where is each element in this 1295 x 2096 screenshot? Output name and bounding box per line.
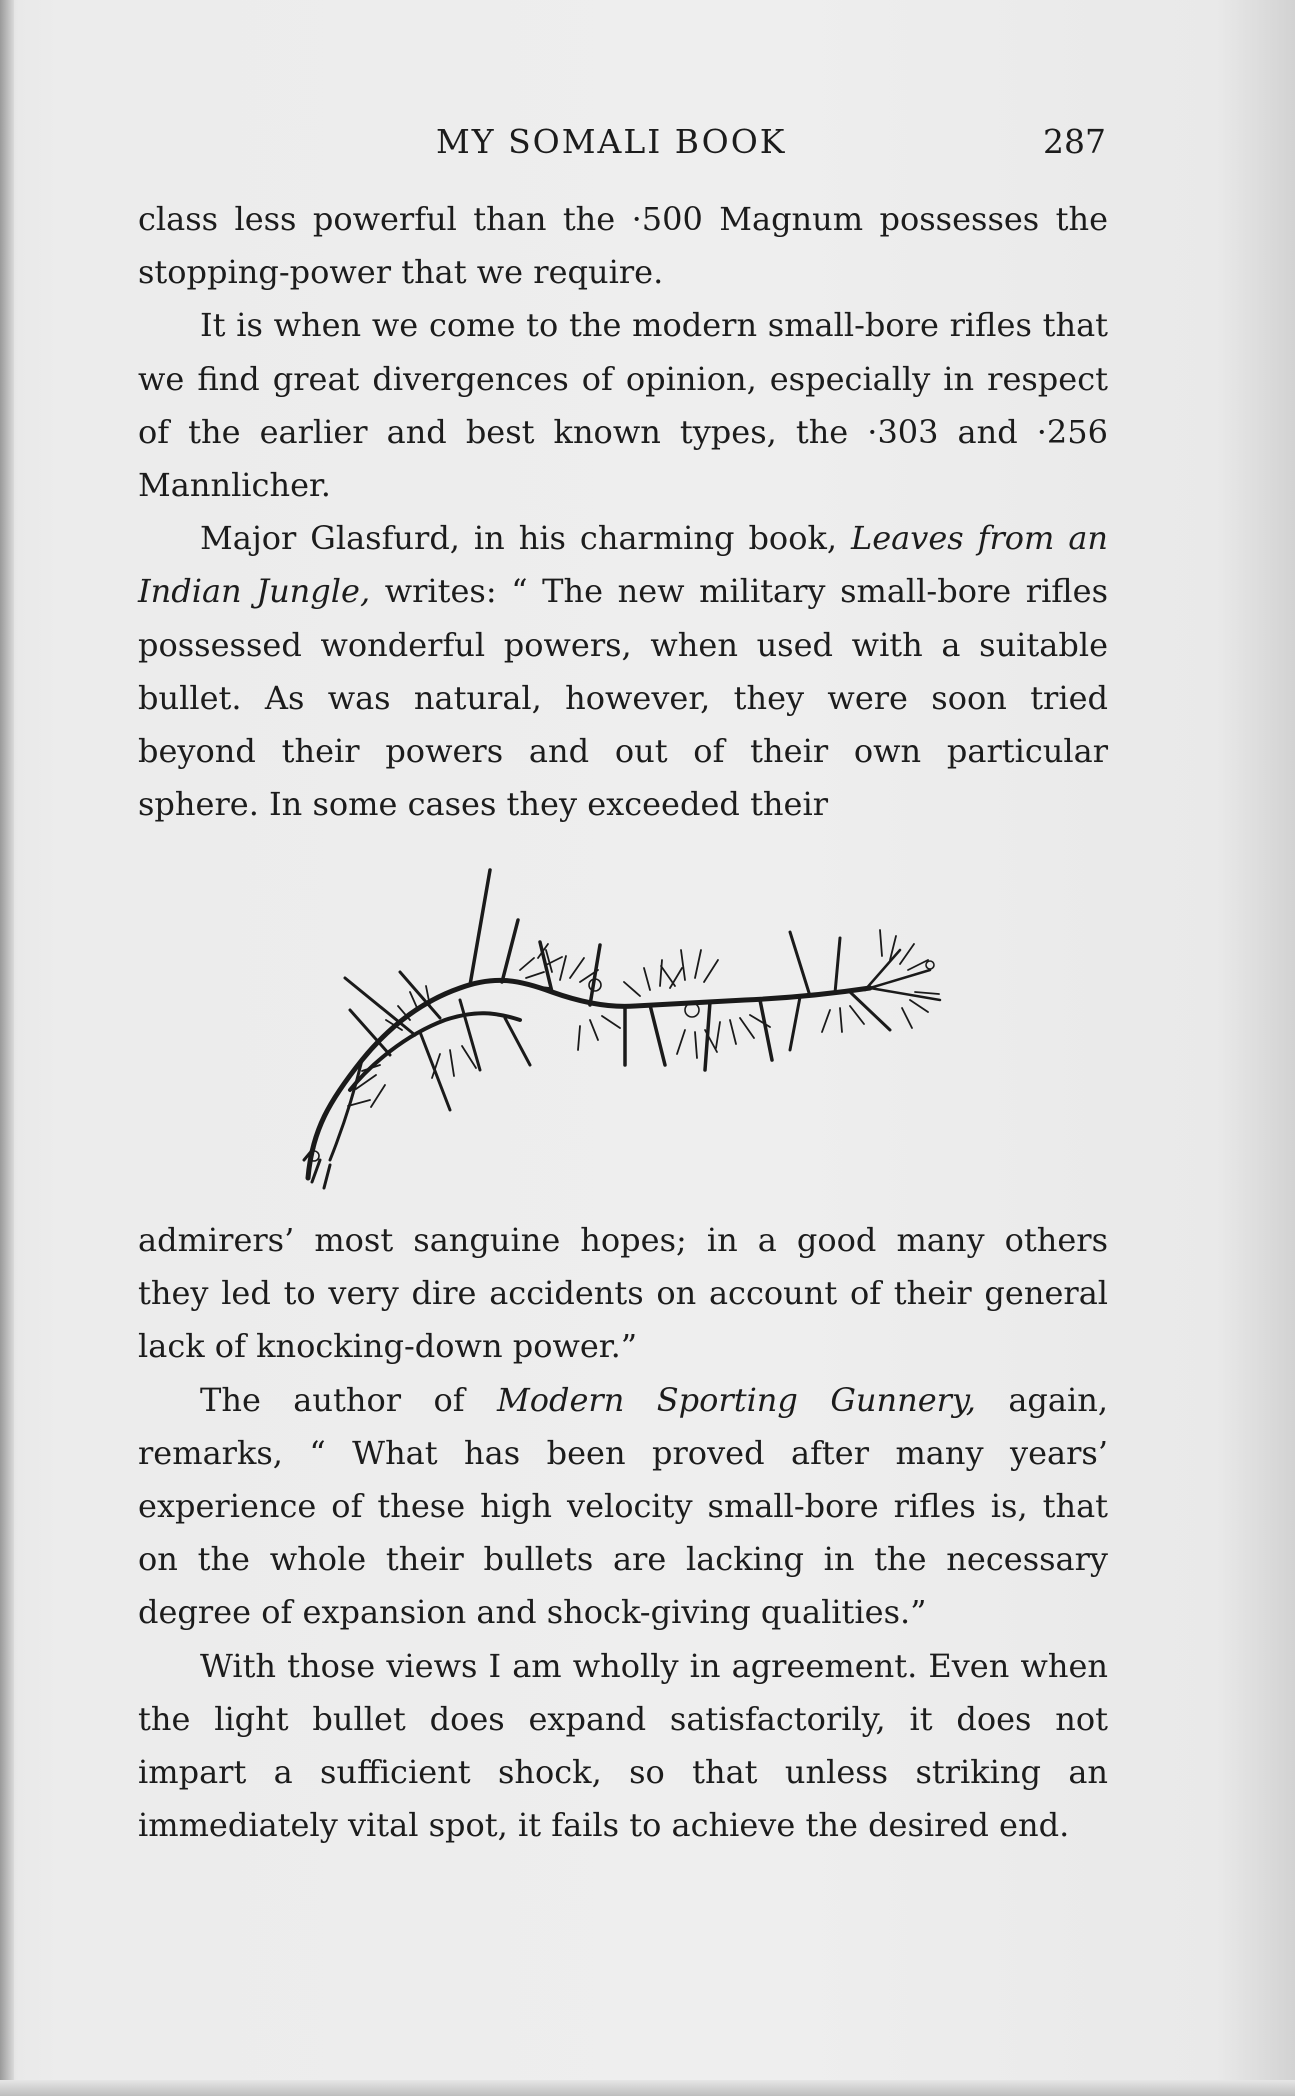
paragraph: class less powerful than the ·500 Magnum possesses the stopping-power that we require. — [138, 200, 1108, 292]
paragraph: It is when we come to the modern small-bore rifles that we find great divergences of opinion, especially in respect of the earlier and best known types, the ·303 and ·256 Mannlicher. — [138, 306, 1108, 505]
running-title: MY SOMALI BOOK — [436, 122, 787, 161]
paragraph: With those views I am wholly in agreement. Even when the light bullet does expand satisfactorily, it does not impart a sufficient shock, so that unless striking an immediately vital spot, it fails to achieve the desired end. — [138, 1646, 1108, 1845]
paragraph-text: writes: “ The new military small-bore rifles possessed wonderful powers, when used with a suitable bullet. As was natural, however, they were soon tried beyond their powers and out of their own particular sphere. In some cases they exceeded their — [138, 572, 1109, 824]
text-block-top — [138, 193, 1108, 831]
paragraph-glasfurd-quote — [138, 512, 1108, 831]
paragraph-text: again, remarks, “ What has been proved after many years’ experience of these high velocity small-bore rifles is, that on the whole their bullets are lacking in the necessary degree of expansion and shock-giving qualities.” — [138, 1380, 1109, 1632]
book-title: Leaves from an Indian Jungle, — [138, 519, 1108, 611]
paragraph: admirers’ most sanguine hopes; in a good many others they led to very dire accidents on account of their general lack of knocking-down power.” — [138, 1221, 1108, 1366]
running-head — [138, 122, 1106, 166]
text-block-bottom — [138, 1214, 1108, 1852]
paragraph-gunnery-quote — [138, 1374, 1108, 1640]
book-title: Modern Sporting Gunnery, — [496, 1380, 976, 1419]
paragraph-text: Major Glasfurd, in his charming book, — [200, 519, 851, 558]
page-bottom-edge — [0, 2080, 1295, 2096]
binding-shadow — [0, 0, 14, 2096]
paragraph-text: The author of — [200, 1380, 497, 1419]
page-number: 287 — [1043, 122, 1106, 161]
thorny-branch-vignette-icon — [290, 860, 960, 1190]
